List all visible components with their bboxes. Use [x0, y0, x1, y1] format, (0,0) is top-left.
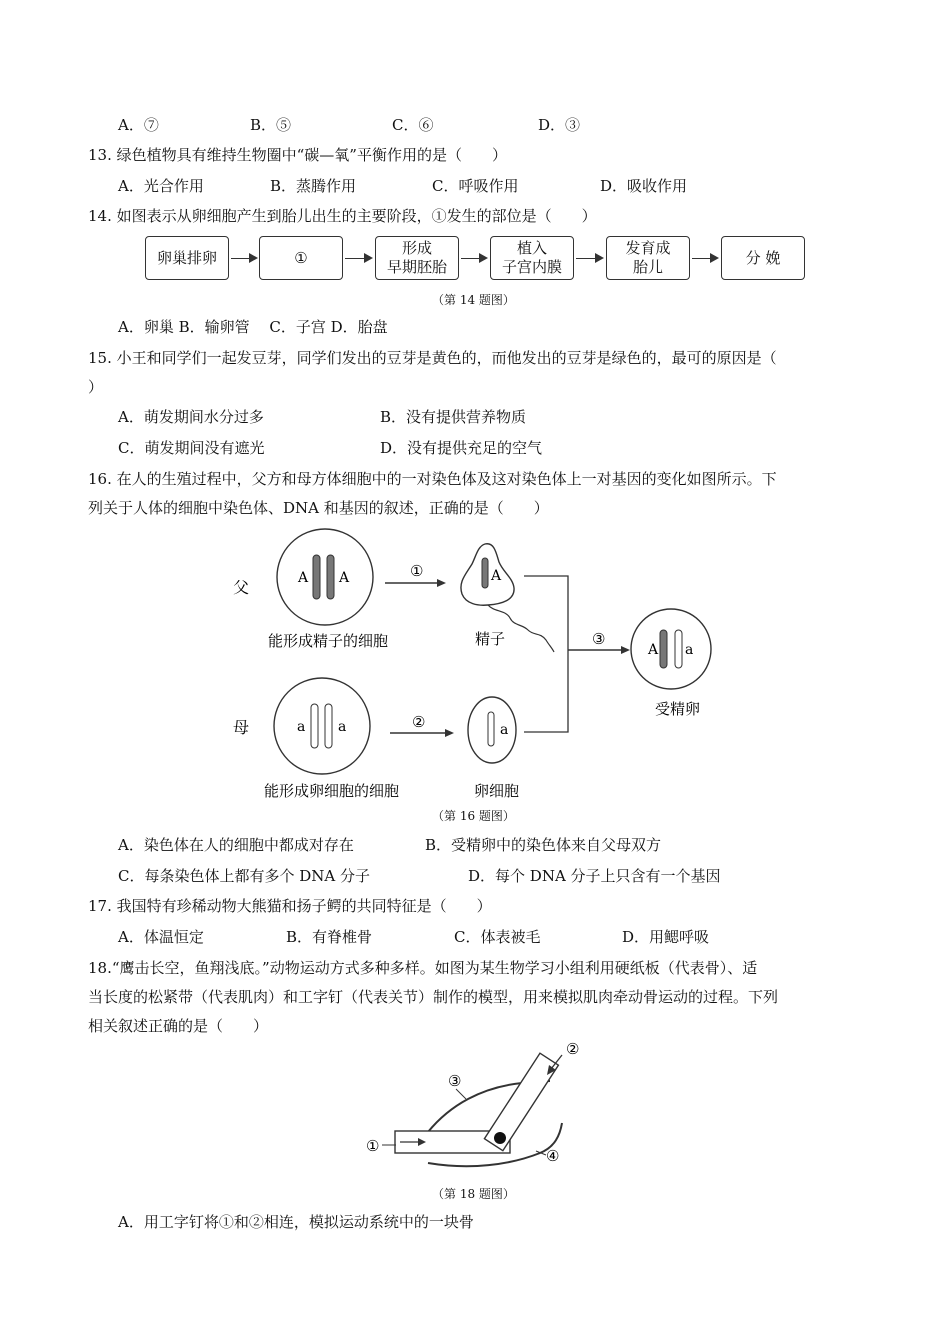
q18-stem-line2: 当长度的松紧带（代表肌肉）和工字钉（代表关节）制作的模型，用来模拟肌肉牵动骨运动的过程。下列: [88, 988, 779, 1006]
gene-A-right: A: [339, 570, 350, 586]
flow-box-ovulation: 卵巢排卵: [145, 236, 229, 280]
label-3: ③: [448, 1072, 462, 1090]
q12-option-d[interactable]: D．③: [538, 116, 581, 134]
step-3: ③: [592, 630, 606, 648]
flow-box-fetus: 发育成 胎儿: [606, 236, 690, 280]
egg-gene-a: a: [500, 722, 509, 738]
q18-option-a[interactable]: A．用工字钉将①和②相连，模拟运动系统中的一块骨: [118, 1213, 474, 1231]
q17-option-c[interactable]: C．体表被毛: [454, 928, 541, 946]
step-2: ②: [412, 713, 426, 731]
q16-option-d[interactable]: D．每个 DNA 分子上只含有一个基因: [468, 867, 721, 885]
q17-stem: 17. 我国特有珍稀动物大熊猫和扬子鳄的共同特征是（ ）: [88, 897, 492, 915]
arrow-2-head: [445, 729, 454, 737]
flow-arrow-5: [692, 258, 717, 259]
label-2: ②: [566, 1040, 580, 1058]
zygote-gene-A: A: [648, 642, 659, 658]
q18-stem-line1: 18.“鹰击长空，鱼翔浅底。”动物运动方式多种多样。如图为某生物学习小组利用硬纸板（代表骨）、适: [88, 959, 758, 977]
label-1: ①: [366, 1137, 380, 1155]
gene-a-right: a: [338, 719, 347, 735]
q14-stem: 14. 如图表示从卵细胞产生到胎儿出生的主要阶段，①发生的部位是（ ）: [88, 207, 597, 225]
q16-stem-line1: 16. 在人的生殖过程中，父方和母方体细胞中的一对染色体及这对染色体上一对基因的变化如图所示。下: [88, 470, 777, 488]
q14-caption: （第 14 题图）: [432, 293, 515, 307]
flow-arrow-2: [345, 258, 371, 259]
flow-arrow-4: [576, 258, 602, 259]
q14-options[interactable]: A．卵巢 B．输卵管 C．子宫 D．胎盘: [118, 318, 388, 336]
father-cell-label: 能形成精子的细胞: [268, 632, 389, 650]
q18-stem-line3: 相关叙述正确的是（ ）: [88, 1017, 269, 1035]
q16-caption: （第 16 题图）: [432, 809, 515, 823]
q18-figure: [0, 1035, 950, 1185]
zygote-label: 受精卵: [655, 700, 701, 718]
q13-option-d[interactable]: D．吸收作用: [600, 177, 688, 195]
q12-option-c[interactable]: C．⑥: [392, 116, 434, 134]
label-mother: 母: [233, 718, 250, 737]
q12-option-a[interactable]: A．⑦: [118, 116, 159, 134]
gene-A-left: A: [298, 570, 309, 586]
q16-option-c[interactable]: C．每条染色体上都有多个 DNA 分子: [118, 867, 370, 885]
q15-option-c[interactable]: C．萌发期间没有遮光: [118, 439, 265, 457]
mother-cell: [274, 678, 370, 774]
flow-box-implantation: 植入 子宫内膜: [490, 236, 574, 280]
q15-stem-line1: 15. 小王和同学们一起发豆芽，同学们发出的豆芽是黄色的，而他发出的豆芽是绿色的，最可的原因是（: [88, 349, 777, 367]
gene-a-left: a: [297, 719, 306, 735]
q15-option-b[interactable]: B．没有提供营养物质: [380, 408, 527, 426]
flow-box-early-embryo: 形成 早期胚胎: [375, 236, 459, 280]
q15-stem-line2: ）: [88, 378, 104, 396]
q17-option-b[interactable]: B．有脊椎骨: [286, 928, 373, 946]
q16-stem-line2: 列关于人体的细胞中染色体、DNA 和基因的叙述，正确的是（ ）: [88, 499, 549, 517]
flow-arrow-1: [231, 258, 256, 259]
joint-pin: [494, 1132, 506, 1144]
q18-caption: （第 18 题图）: [432, 1187, 515, 1201]
q13-option-c[interactable]: C．呼吸作用: [432, 177, 519, 195]
q13-stem: 13. 绿色植物具有维持生物圈中“碳—氧”平衡作用的是（ ）: [88, 146, 507, 164]
father-cell: [277, 529, 373, 625]
sperm-gene-A: A: [491, 568, 502, 584]
q15-option-a[interactable]: A．萌发期间水分过多: [118, 408, 264, 426]
q17-option-a[interactable]: A．体温恒定: [118, 928, 204, 946]
arrow-3-head: [621, 646, 630, 654]
flow-box-birth: 分 娩: [721, 236, 805, 280]
flow-box-1: ①: [259, 236, 343, 280]
q12-option-b[interactable]: B．⑤: [250, 116, 292, 134]
sperm-label: 精子: [475, 630, 506, 648]
mother-cell-label: 能形成卵细胞的细胞: [264, 782, 400, 800]
step-1: ①: [410, 562, 424, 580]
flow-arrow-3: [461, 258, 486, 259]
zygote-gene-a: a: [685, 642, 694, 658]
label-father: 父: [233, 578, 250, 597]
q13-option-a[interactable]: A．光合作用: [118, 177, 204, 195]
q13-option-b[interactable]: B．蒸腾作用: [270, 177, 357, 195]
zygote: [631, 609, 711, 689]
arrow-1-head: [437, 579, 446, 587]
q16-option-b[interactable]: B．受精卵中的染色体来自父母双方: [425, 836, 662, 854]
q16-option-a[interactable]: A．染色体在人的细胞中都成对存在: [118, 836, 354, 854]
q16-figure: [0, 520, 950, 810]
q15-option-d[interactable]: D．没有提供充足的空气: [380, 439, 543, 457]
label-4: ④: [546, 1147, 560, 1165]
egg-cell: [468, 697, 516, 763]
q17-option-d[interactable]: D．用鳃呼吸: [622, 928, 710, 946]
fertilization-connector: [524, 576, 568, 732]
egg-label: 卵细胞: [474, 782, 520, 800]
